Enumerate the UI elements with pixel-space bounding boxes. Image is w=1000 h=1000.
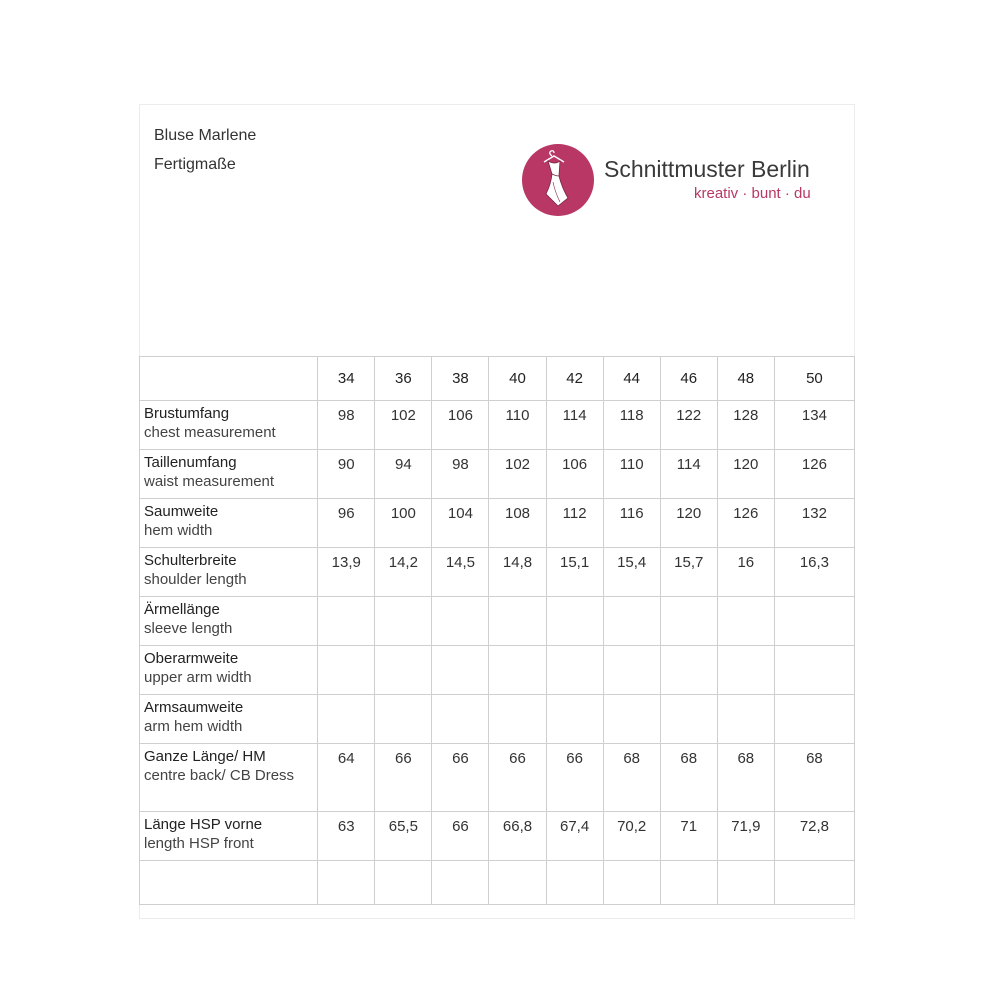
- measurement-value-cell: 100: [375, 499, 432, 548]
- size-header-cell: 44: [603, 357, 660, 401]
- row-label-english: shoulder length: [144, 571, 247, 588]
- measurement-value-cell: 14,5: [432, 548, 489, 597]
- document-subtitle: Fertigmaße: [154, 156, 236, 173]
- row-label-cell: [140, 597, 318, 646]
- measurement-value-cell: 108: [489, 499, 546, 548]
- row-label-english: hem width: [144, 522, 213, 539]
- measurement-value-cell: 98: [432, 450, 489, 499]
- measurement-value-cell: [546, 695, 603, 744]
- measurement-value-cell: [375, 597, 432, 646]
- row-label-cell: [140, 646, 318, 695]
- measurement-value-cell: 66: [546, 744, 603, 812]
- measurement-value-cell: 15,7: [660, 548, 717, 597]
- measurement-value-cell: 128: [717, 401, 774, 450]
- measurement-value-cell: 90: [318, 450, 375, 499]
- measurement-value-cell: [546, 861, 603, 905]
- measurement-row: [140, 812, 855, 861]
- row-label-cell: [140, 499, 318, 548]
- row-label-german: Ärmellänge: [144, 601, 220, 618]
- row-label-cell: [140, 548, 318, 597]
- measurement-value-cell: [660, 695, 717, 744]
- measurement-value-cell: 106: [546, 450, 603, 499]
- measurement-value-cell: 68: [774, 744, 854, 812]
- measurement-value-cell: [318, 597, 375, 646]
- row-label-german: Armsaumweite: [144, 699, 244, 716]
- size-header-cell: 46: [660, 357, 717, 401]
- measurement-value-cell: 72,8: [774, 812, 854, 861]
- measurement-value-cell: 67,4: [546, 812, 603, 861]
- row-label-cell: [140, 812, 318, 861]
- measurement-value-cell: [717, 861, 774, 905]
- size-header-cell: 38: [432, 357, 489, 401]
- row-label-cell: [140, 450, 318, 499]
- measurement-value-cell: [660, 597, 717, 646]
- measurement-value-cell: [717, 695, 774, 744]
- measurement-value-cell: [432, 861, 489, 905]
- size-header-cell: 36: [375, 357, 432, 401]
- measurement-value-cell: 14,2: [375, 548, 432, 597]
- measurement-value-cell: [660, 861, 717, 905]
- measurement-value-cell: [660, 646, 717, 695]
- measurement-value-cell: [318, 646, 375, 695]
- measurement-row: [140, 401, 855, 450]
- measurement-value-cell: 94: [375, 450, 432, 499]
- measurement-value-cell: 13,9: [318, 548, 375, 597]
- measurement-value-cell: 71,9: [717, 812, 774, 861]
- measurement-value-cell: [489, 646, 546, 695]
- measurement-value-cell: 66: [489, 744, 546, 812]
- measurement-value-cell: 114: [546, 401, 603, 450]
- measurement-value-cell: 102: [489, 450, 546, 499]
- measurement-value-cell: 112: [546, 499, 603, 548]
- measurement-value-cell: [774, 695, 854, 744]
- measurement-value-cell: 96: [318, 499, 375, 548]
- measurement-value-cell: 63: [318, 812, 375, 861]
- measurement-value-cell: [774, 646, 854, 695]
- row-label-cell: [140, 695, 318, 744]
- measurement-value-cell: [717, 597, 774, 646]
- measurement-value-cell: 98: [318, 401, 375, 450]
- measurement-value-cell: 66: [375, 744, 432, 812]
- measurement-value-cell: [318, 861, 375, 905]
- measurement-value-cell: 66,8: [489, 812, 546, 861]
- measurement-value-cell: [774, 597, 854, 646]
- measurement-row: [140, 548, 855, 597]
- measurement-value-cell: [489, 695, 546, 744]
- size-header-cell: 48: [717, 357, 774, 401]
- measurement-value-cell: 126: [717, 499, 774, 548]
- brand-name: Schnittmuster Berlin: [604, 156, 810, 182]
- measurement-value-cell: 116: [603, 499, 660, 548]
- measurement-row: [140, 695, 855, 744]
- measurement-row: [140, 499, 855, 548]
- measurement-value-cell: [546, 597, 603, 646]
- measurement-value-cell: 65,5: [375, 812, 432, 861]
- row-label-cell: [140, 401, 318, 450]
- measurement-value-cell: 68: [717, 744, 774, 812]
- row-label-german: Länge HSP vorne: [144, 816, 263, 833]
- measurement-value-cell: 16: [717, 548, 774, 597]
- measurement-value-cell: [432, 695, 489, 744]
- measurement-value-cell: 122: [660, 401, 717, 450]
- row-label-english: waist measurement: [144, 473, 275, 490]
- measurement-value-cell: [375, 861, 432, 905]
- measurement-value-cell: [375, 695, 432, 744]
- measurement-row: [140, 744, 855, 812]
- row-label-cell: [140, 744, 318, 812]
- row-label-german: Taillenumfang: [144, 454, 237, 471]
- row-label-english: upper arm width: [144, 669, 252, 686]
- measurement-value-cell: 15,4: [603, 548, 660, 597]
- row-label-english: arm hem width: [144, 718, 243, 735]
- size-header-cell: 40: [489, 357, 546, 401]
- measurement-value-cell: 68: [660, 744, 717, 812]
- measurement-value-cell: 16,3: [774, 548, 854, 597]
- size-header-cell: 42: [546, 357, 603, 401]
- measurement-value-cell: [489, 597, 546, 646]
- measurement-value-cell: 118: [603, 401, 660, 450]
- measurement-row: [140, 861, 855, 905]
- row-label-german: Brustumfang: [144, 405, 230, 422]
- measurement-row: [140, 450, 855, 499]
- measurement-value-cell: [717, 646, 774, 695]
- measurement-value-cell: 66: [432, 812, 489, 861]
- measurement-value-cell: 66: [432, 744, 489, 812]
- measurement-value-cell: 14,8: [489, 548, 546, 597]
- row-label-cell: [140, 861, 318, 905]
- row-label-german: Ganze Länge/ HM: [144, 748, 266, 765]
- measurement-value-cell: [603, 861, 660, 905]
- measurement-value-cell: 68: [603, 744, 660, 812]
- measurement-row: [140, 597, 855, 646]
- size-header-cell: 34: [318, 357, 375, 401]
- measurement-value-cell: 70,2: [603, 812, 660, 861]
- row-label-german: Saumweite: [144, 503, 219, 520]
- corner-cell: [140, 357, 318, 401]
- measurement-value-cell: 120: [717, 450, 774, 499]
- row-label-english: centre back/ CB Dress: [144, 767, 295, 784]
- row-label-english: sleeve length: [144, 620, 233, 637]
- measurement-value-cell: [489, 861, 546, 905]
- measurement-value-cell: 114: [660, 450, 717, 499]
- measurement-value-cell: [318, 695, 375, 744]
- measurement-value-cell: 106: [432, 401, 489, 450]
- measurement-value-cell: 71: [660, 812, 717, 861]
- measurement-value-cell: 104: [432, 499, 489, 548]
- measurement-value-cell: 15,1: [546, 548, 603, 597]
- measurement-value-cell: [375, 646, 432, 695]
- measurement-value-cell: [432, 646, 489, 695]
- size-header-cell: 50: [774, 357, 854, 401]
- measurement-value-cell: [603, 646, 660, 695]
- measurement-value-cell: [432, 597, 489, 646]
- dress-on-hanger-icon: [522, 144, 594, 216]
- measurement-value-cell: 64: [318, 744, 375, 812]
- row-label-english: chest measurement: [144, 424, 276, 441]
- measurement-row: [140, 646, 855, 695]
- brand-tagline: kreativ · bunt · du: [694, 185, 811, 202]
- row-label-english: length HSP front: [144, 835, 254, 852]
- measurement-value-cell: [546, 646, 603, 695]
- document-title: Bluse Marlene: [154, 127, 257, 144]
- size-header-row: [140, 357, 855, 401]
- measurement-value-cell: 132: [774, 499, 854, 548]
- measurement-value-cell: 110: [603, 450, 660, 499]
- measurement-value-cell: 126: [774, 450, 854, 499]
- measurement-value-cell: 110: [489, 401, 546, 450]
- measurement-value-cell: [603, 597, 660, 646]
- measurement-table: [139, 356, 855, 905]
- measurement-value-cell: 102: [375, 401, 432, 450]
- row-label-german: Oberarmweite: [144, 650, 239, 667]
- measurement-value-cell: 134: [774, 401, 854, 450]
- row-label-german: Schulterbreite: [144, 552, 237, 569]
- measurement-value-cell: 120: [660, 499, 717, 548]
- measurement-value-cell: [603, 695, 660, 744]
- measurement-value-cell: [774, 861, 854, 905]
